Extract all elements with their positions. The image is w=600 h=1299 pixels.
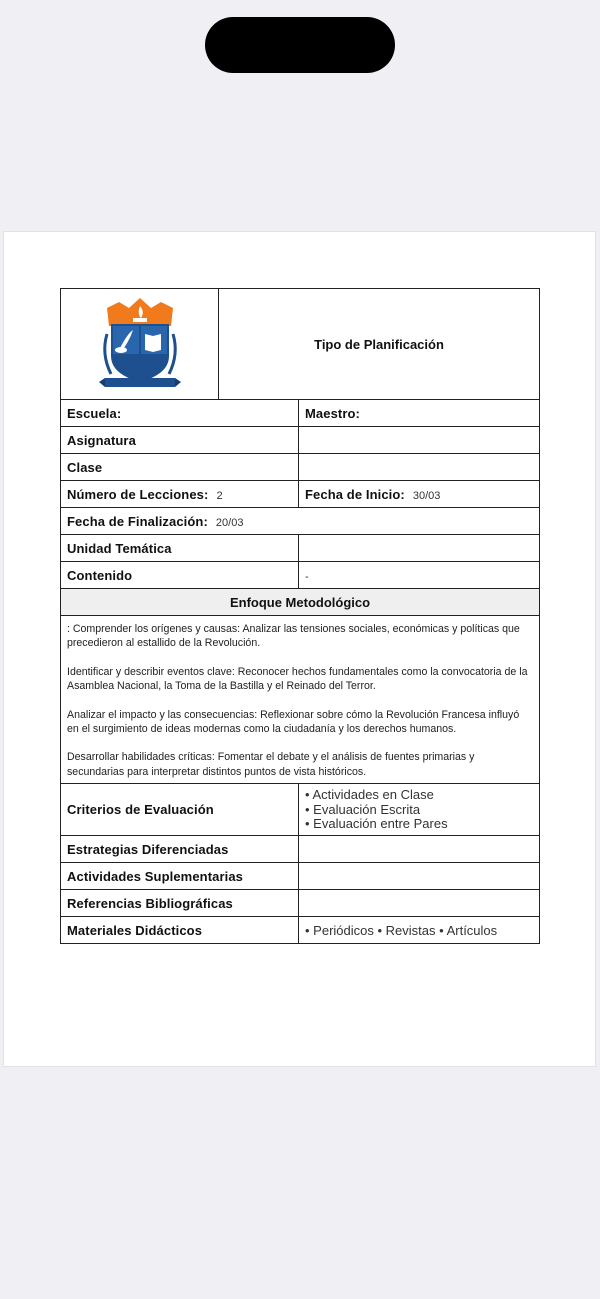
school-crest-logo-icon <box>97 294 183 392</box>
materiales-list <box>299 917 540 944</box>
enfoque-heading: Enfoque Metodológico <box>61 589 540 616</box>
fecha-fin-cell <box>61 508 540 535</box>
referencias-cell <box>61 890 299 917</box>
fecha-inicio-label: Fecha de Inicio: <box>305 486 405 502</box>
enfoque-paragraph: : Comprender los orígenes y causas: Analizar las tensiones sociales, económicas y políticas que precedieron al estallido de la Revolución. <box>67 623 520 650</box>
actividades-cell <box>61 863 299 890</box>
contenido-label: Contenido <box>67 567 133 583</box>
unidad-cell <box>61 535 299 562</box>
referencias-value-cell <box>299 890 540 917</box>
unidad-value-cell <box>299 535 540 562</box>
estrategias-label: Estrategias Diferenciadas <box>67 841 229 857</box>
asignatura-cell <box>61 427 299 454</box>
clase-value-cell <box>299 454 540 481</box>
criterios-label: Criterios de Evaluación <box>67 802 214 818</box>
actividades-value-cell <box>299 863 540 890</box>
clase-cell <box>61 454 299 481</box>
list-item: • Artículos <box>436 923 498 938</box>
list-item: • Evaluación entre Pares <box>305 817 533 831</box>
list-item: • Revistas <box>374 923 436 938</box>
criterios-list <box>299 784 540 836</box>
unidad-label: Unidad Temática <box>67 540 172 556</box>
lecciones-cell <box>61 481 299 508</box>
asignatura-value-cell <box>299 427 540 454</box>
planning-table <box>60 288 540 944</box>
maestro-label: Maestro: <box>305 405 360 421</box>
device-notch <box>205 17 395 73</box>
enfoque-body <box>61 616 540 784</box>
list-item: • Actividades en Clase <box>305 788 533 802</box>
estrategias-cell <box>61 836 299 863</box>
fecha-fin-value: 20/03 <box>215 516 244 529</box>
referencias-label: Referencias Bibliográficas <box>67 895 233 911</box>
enfoque-paragraph: Analizar el impacto y las consecuencias: Reflexionar sobre cómo la Revolución Francesa influyó en el surgimiento de ideas modernas como la ciudadanía y los derechos humanos. <box>67 708 520 736</box>
clase-label: Clase <box>67 459 103 475</box>
enfoque-paragraph: Identificar y describir eventos clave: Reconocer hechos fundamentales como la convocatoria de la Asamblea Nacional, la Toma de la Bastilla y el Reinado del Terror. <box>67 665 528 693</box>
escuela-cell <box>61 400 299 427</box>
materiales-cell <box>61 917 299 944</box>
contenido-cell <box>61 562 299 589</box>
lecciones-label: Número de Lecciones: <box>67 486 209 502</box>
estrategias-value-cell <box>299 836 540 863</box>
escuela-label: Escuela: <box>67 405 122 421</box>
fecha-inicio-cell <box>299 481 540 508</box>
maestro-cell <box>299 400 540 427</box>
actividades-label: Actividades Suplementarias <box>67 868 243 884</box>
fecha-fin-label: Fecha de Finalización: <box>67 513 208 529</box>
list-item: • Periódicos <box>305 923 374 938</box>
enfoque-paragraph: Desarrollar habilidades críticas: Fomentar el debate y el análisis de fuentes primarias y secundarias para interpretar distintos puntos de vista históricos. <box>67 751 475 778</box>
logo-cell <box>61 289 219 400</box>
lecciones-value: 2 <box>216 489 223 502</box>
list-item: • Evaluación Escrita <box>305 803 533 817</box>
document-title: Tipo de Planificación <box>219 289 540 400</box>
contenido-value: - <box>305 570 309 583</box>
fecha-inicio-value: 30/03 <box>412 489 441 502</box>
contenido-value-cell <box>299 562 540 589</box>
document-page <box>4 232 595 1066</box>
criterios-cell <box>61 784 299 836</box>
materiales-label: Materiales Didácticos <box>67 922 203 938</box>
asignatura-label: Asignatura <box>67 432 136 448</box>
